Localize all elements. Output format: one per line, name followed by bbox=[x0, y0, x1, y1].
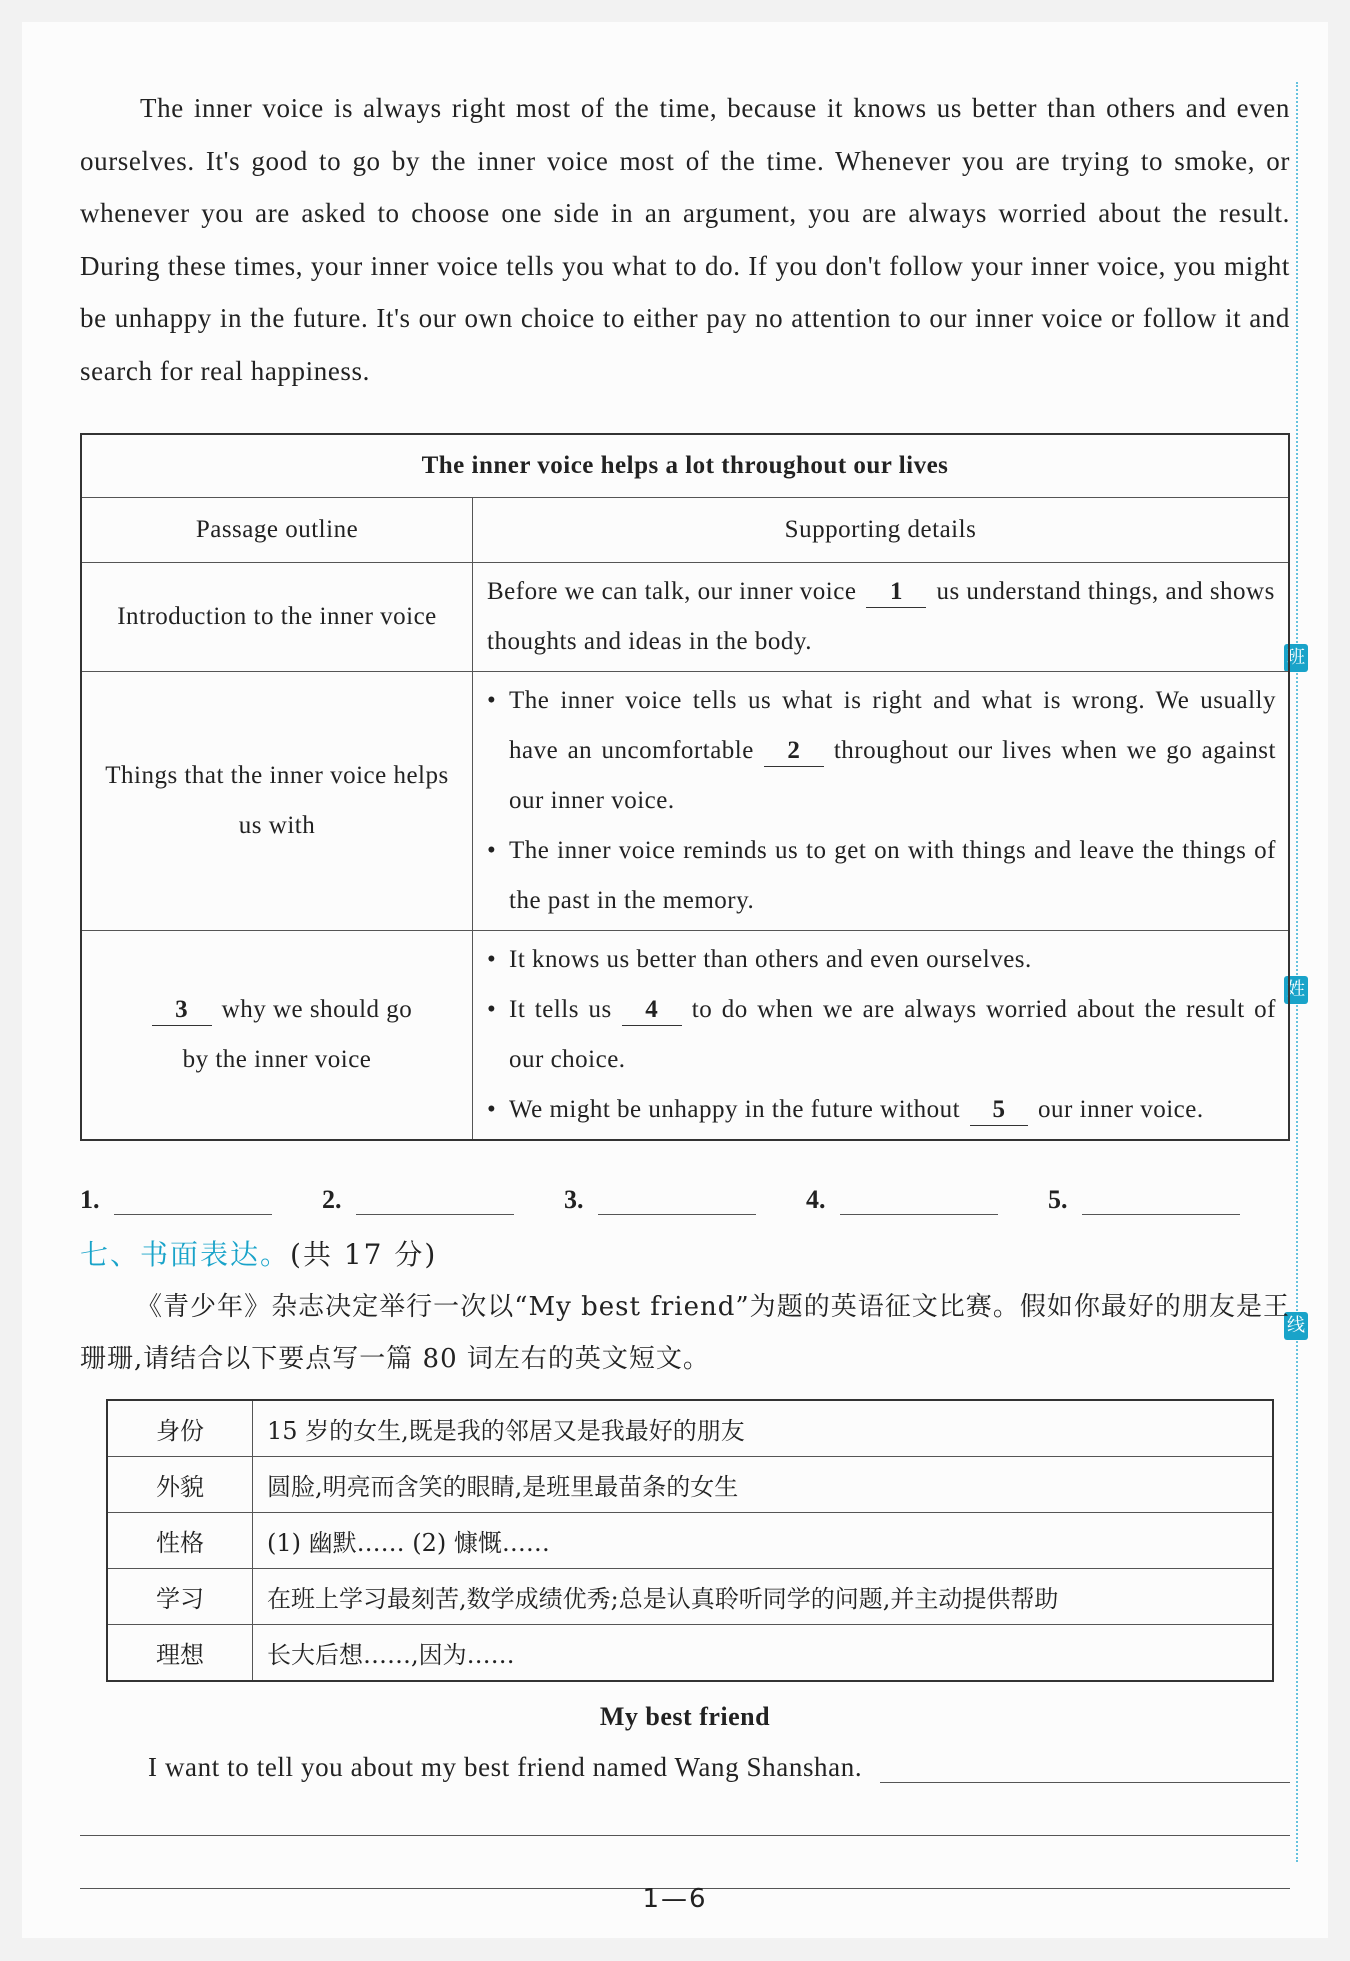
writing-line[interactable] bbox=[880, 1750, 1290, 1783]
blank-2[interactable]: 2 bbox=[764, 736, 824, 767]
bullet-dot: • bbox=[487, 996, 497, 1023]
table-row bbox=[81, 672, 1289, 931]
outline-table-title: The inner voice helps a lot throughout our lives bbox=[81, 434, 1289, 498]
table-row bbox=[107, 1513, 1273, 1569]
answer-item bbox=[80, 1185, 322, 1215]
detail-text: us understand things, and shows thoughts and ideas in the body. bbox=[487, 578, 1275, 655]
detail-text: We might be unhappy in the future without bbox=[509, 1096, 961, 1123]
detail-text: to do when we are always worried about the result of our choice. bbox=[509, 996, 1276, 1073]
answer-label: 3. bbox=[564, 1185, 584, 1214]
point-key: 学习 bbox=[107, 1569, 253, 1625]
outline-cell: Things that the inner voice helps us with bbox=[81, 672, 473, 931]
table-row bbox=[107, 1569, 1273, 1625]
page-number: 1—6 bbox=[642, 1884, 708, 1914]
answer-item bbox=[1048, 1185, 1290, 1215]
worksheet-page bbox=[22, 22, 1328, 1938]
blank-1[interactable]: 1 bbox=[866, 577, 926, 608]
answer-line-3[interactable] bbox=[598, 1186, 756, 1215]
answer-lines bbox=[80, 1175, 1290, 1215]
detail-text: throughout our lives when we go against our inner voice. bbox=[509, 737, 1276, 814]
blank-4[interactable]: 4 bbox=[622, 995, 682, 1026]
writing-line[interactable] bbox=[80, 1783, 1290, 1836]
bullet-dot: • bbox=[487, 837, 497, 864]
outline-text: by the inner voice bbox=[182, 1046, 372, 1073]
point-value: 圆脸,明亮而含笑的眼睛,是班里最苗条的女生 bbox=[253, 1457, 1274, 1513]
outline-cell: Introduction to the inner voice bbox=[81, 563, 473, 672]
detail-cell bbox=[473, 563, 1290, 672]
tear-tab-1: 班 bbox=[1284, 644, 1308, 672]
point-value: 15 岁的女生,既是我的邻居又是我最好的朋友 bbox=[253, 1400, 1274, 1457]
detail-text: our inner voice. bbox=[1038, 1096, 1204, 1123]
page-content bbox=[80, 82, 1290, 1889]
answer-line-4[interactable] bbox=[840, 1186, 998, 1215]
passage-outline-table bbox=[80, 433, 1290, 1141]
col-header-outline: Passage outline bbox=[81, 498, 473, 563]
detail-text: It tells us bbox=[509, 996, 612, 1023]
answer-line-1[interactable] bbox=[114, 1186, 272, 1215]
answer-item bbox=[564, 1185, 806, 1215]
section-heading bbox=[80, 1233, 1290, 1273]
detail-text: The inner voice tells us what is right and what is wrong. We usually have an uncomfortable bbox=[509, 687, 1276, 764]
section-score: (共 17 分) bbox=[290, 1238, 438, 1271]
detail-text: The inner voice reminds us to get on with things and leave the things of the past in the memory. bbox=[509, 837, 1276, 914]
outline-text: why we should go bbox=[221, 996, 413, 1023]
blank-3[interactable]: 3 bbox=[152, 995, 212, 1026]
section-title: 七、书面表达。 bbox=[80, 1238, 291, 1271]
essay-first-line bbox=[80, 1750, 1290, 1783]
writing-task: 《青少年》杂志决定举行一次以“My best friend”为题的英语征文比赛。假如你最好的朋友是王珊珊,请结合以下要点写一篇 80 词左右的英文短文。 bbox=[80, 1292, 1290, 1374]
bullet-dot: • bbox=[487, 946, 497, 973]
answer-line-2[interactable] bbox=[356, 1186, 514, 1215]
detail-text: It knows us better than others and even ourselves. bbox=[509, 946, 1032, 973]
point-key: 身份 bbox=[107, 1400, 253, 1457]
essay-opening: I want to tell you about my best friend named Wang Shanshan. bbox=[148, 1752, 863, 1782]
point-value: (1) 幽默…… (2) 慷慨…… bbox=[253, 1513, 1274, 1569]
answer-item bbox=[322, 1185, 564, 1215]
outline-cell bbox=[81, 931, 473, 1141]
point-value: 长大后想……,因为…… bbox=[253, 1625, 1274, 1682]
answer-label: 4. bbox=[806, 1185, 826, 1214]
essay-title: My best friend bbox=[599, 1702, 771, 1731]
tear-tab-2: 姓 bbox=[1284, 976, 1308, 1004]
detail-cell bbox=[473, 672, 1290, 931]
table-row bbox=[107, 1400, 1273, 1457]
table-row bbox=[81, 931, 1289, 1141]
detail-cell bbox=[473, 931, 1290, 1141]
answer-label: 5. bbox=[1048, 1185, 1068, 1214]
table-row bbox=[107, 1625, 1273, 1682]
point-value: 在班上学习最刻苦,数学成绩优秀;总是认真聆听同学的问题,并主动提供帮助 bbox=[253, 1569, 1274, 1625]
tear-tab-3: 线 bbox=[1284, 1312, 1308, 1340]
table-row bbox=[81, 563, 1289, 672]
point-key: 外貌 bbox=[107, 1457, 253, 1513]
writing-line[interactable] bbox=[80, 1836, 1290, 1889]
list-item bbox=[487, 676, 1276, 826]
key-points-table bbox=[106, 1399, 1274, 1682]
reading-passage: The inner voice is always right most of the time, because it knows us better than others and even ourselves. It's good to go by the inner voice most of the time. Whenever you are trying to smoke, or whenever you are asked to choose one side in an argument, you are always worried about the result. During these times, your inner voice tells you what to do. If you don't follow your inner voice, you might be unhappy in the future. It's our own choice to either pay no attention to our inner voice or follow it and search for real happiness. bbox=[80, 93, 1290, 386]
answer-line-5[interactable] bbox=[1082, 1186, 1240, 1215]
table-row bbox=[107, 1457, 1273, 1513]
point-key: 理想 bbox=[107, 1625, 253, 1682]
list-item bbox=[487, 985, 1276, 1085]
answer-label: 2. bbox=[322, 1185, 342, 1214]
answer-label: 1. bbox=[80, 1185, 100, 1214]
blank-5[interactable]: 5 bbox=[970, 1095, 1028, 1126]
bullet-dot: • bbox=[487, 687, 497, 714]
point-key: 性格 bbox=[107, 1513, 253, 1569]
tear-line bbox=[1296, 82, 1298, 1862]
answer-item bbox=[806, 1185, 1048, 1215]
list-item bbox=[487, 826, 1276, 926]
detail-text: Before we can talk, our inner voice bbox=[487, 578, 857, 605]
col-header-details: Supporting details bbox=[473, 498, 1290, 563]
list-item bbox=[487, 1085, 1276, 1135]
bullet-dot: • bbox=[487, 1096, 497, 1123]
list-item bbox=[487, 935, 1276, 985]
